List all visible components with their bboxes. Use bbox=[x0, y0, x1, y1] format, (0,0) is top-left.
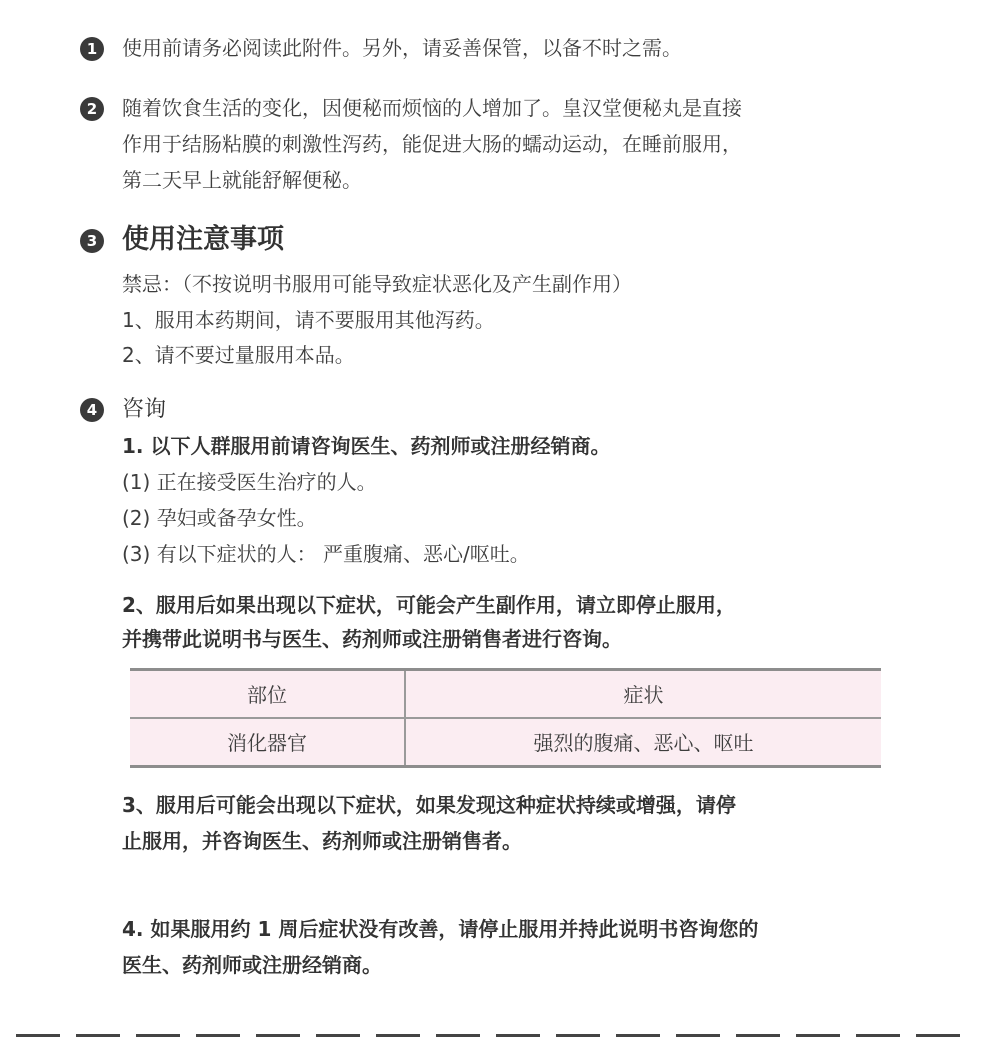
table-header-part: 部位 bbox=[247, 682, 287, 707]
number-badge-3: 3 bbox=[80, 229, 104, 253]
section4-item2-line-2: 并携带此说明书与医生、药剂师或注册销售者进行咨询。 bbox=[122, 627, 622, 651]
section2-line-1: 随着饮食生活的变化，因便秘而烦恼的人增加了。皇汉堂便秘丸是直接 bbox=[122, 96, 742, 120]
section4-item4-line-2: 医生、药剂师或注册经销商。 bbox=[122, 953, 382, 977]
section4-item4-line-1: 4. 如果服用约 1 周后症状没有改善，请停止服用并持此说明书咨询您的 bbox=[122, 917, 759, 941]
section4-heading: 咨询 bbox=[122, 397, 167, 422]
section4-item3-line-2: 止服用，并咨询医生、药剂师或注册销售者。 bbox=[122, 829, 522, 853]
symptom-table bbox=[130, 668, 881, 768]
table-row bbox=[130, 717, 881, 763]
number-badge-1: 1 bbox=[80, 37, 104, 61]
section2-line-3: 第二天早上就能舒解便秘。 bbox=[122, 168, 362, 192]
section3-line-3: 2、请不要过量服用本品。 bbox=[122, 343, 355, 367]
section4-item1-line-3: (3) 有以下症状的人： 严重腹痛、恶心/呕吐。 bbox=[122, 542, 530, 566]
number-badge-4: 4 bbox=[80, 398, 104, 422]
number-badge-2: 2 bbox=[80, 97, 104, 121]
table-header-row bbox=[130, 671, 881, 715]
section1-line-1: 使用前请务必阅读此附件。另外，请妥善保管，以备不时之需。 bbox=[122, 36, 682, 60]
table-cell-symptom: 强烈的腹痛、恶心、呕吐 bbox=[533, 730, 754, 755]
section3-line-1: 禁忌：（不按说明书服用可能导致症状恶化及产生副作用） bbox=[122, 272, 632, 296]
table-cell-part: 消化器官 bbox=[227, 730, 307, 755]
section4-item1-title: 1. 以下人群服用前请咨询医生、药剂师或注册经销商。 bbox=[122, 434, 611, 458]
section2-line-2: 作用于结肠粘膜的刺激性泻药，能促进大肠的蠕动运动，在睡前服用， bbox=[122, 132, 742, 156]
dashed-divider bbox=[0, 1034, 990, 1038]
section3-heading: 使用注意事项 bbox=[122, 224, 284, 255]
section4-item2-line-1: 2、服用后如果出现以下症状，可能会产生副作用，请立即停止服用， bbox=[122, 593, 736, 617]
table-header-symptom: 症状 bbox=[623, 682, 664, 707]
section4-item1-line-2: (2) 孕妇或备孕女性。 bbox=[122, 506, 317, 530]
section4-item1-line-1: (1) 正在接受医生治疗的人。 bbox=[122, 470, 377, 494]
section4-item3-line-1: 3、服用后可能会出现以下症状，如果发现这种症状持续或增强，请停 bbox=[122, 793, 736, 817]
section3-line-2: 1、服用本药期间，请不要服用其他泻药。 bbox=[122, 308, 495, 332]
